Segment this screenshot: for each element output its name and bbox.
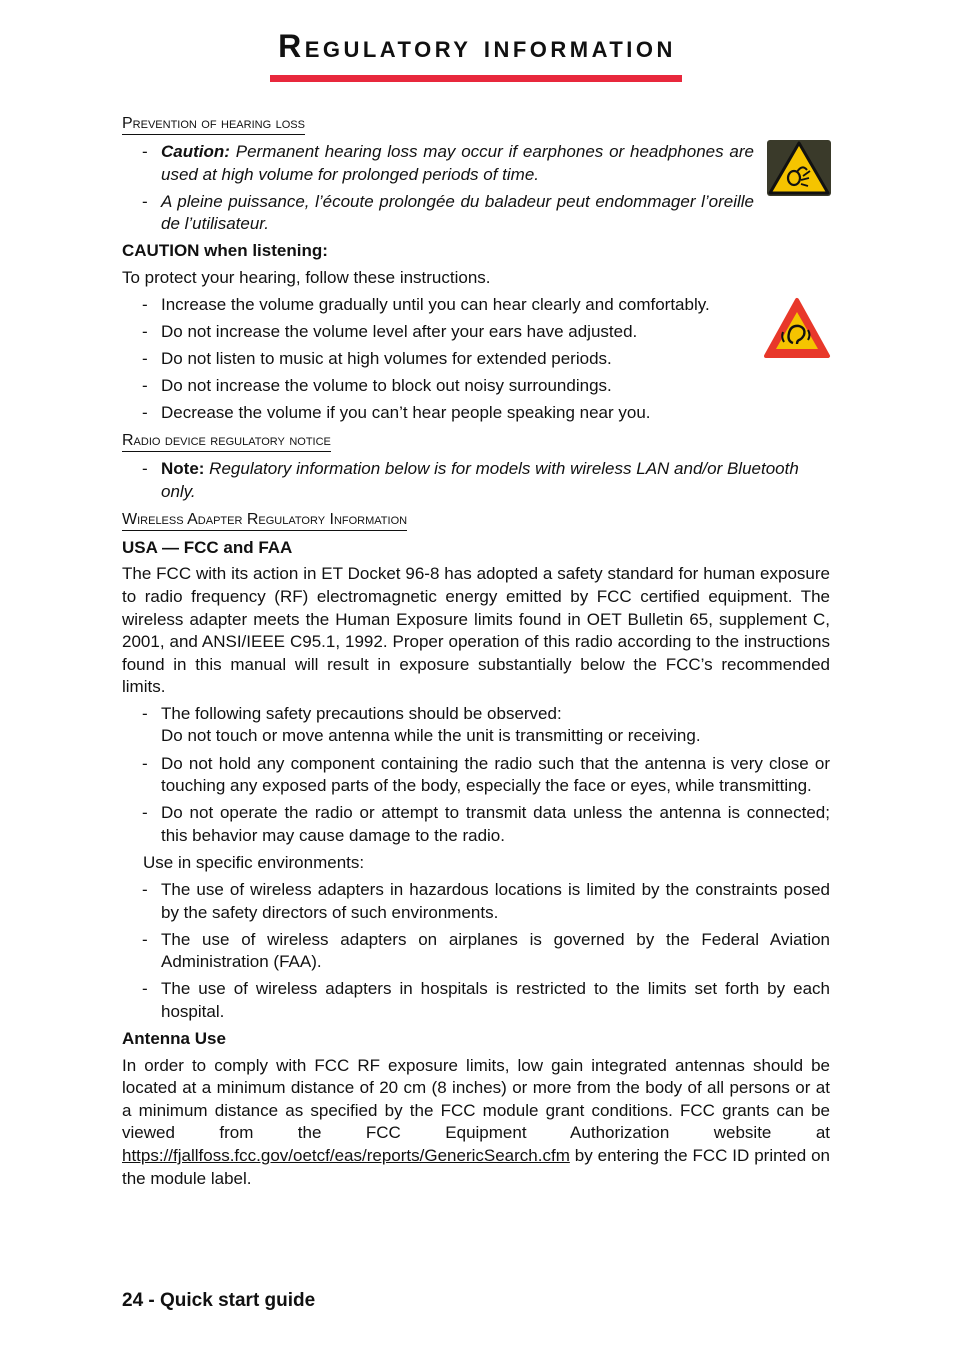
instruction-text: Do not increase the volume level after your ears have adjusted. xyxy=(161,321,638,341)
page-title: Regulatory information xyxy=(278,28,676,64)
french-caution-text: A pleine puissance, l’écoute prolongée du baladeur peut endommager l’oreille de l’utilisateur. xyxy=(161,191,754,234)
document-body xyxy=(122,108,830,1194)
title-underline xyxy=(270,75,682,82)
instruction-text: Do not listen to music at high volumes for extended periods. xyxy=(161,348,612,368)
antenna-paragraph xyxy=(122,1055,830,1191)
instruction-text: Increase the volume gradually until you can hear clearly and comfortably. xyxy=(161,294,710,314)
environment-text: The use of wireless adapters in hospitals is restricted to the limits set forth by each hospital. xyxy=(161,979,830,1021)
list-item: - The following safety precautions should be observed: Do not touch or move antenna while the unit is transmitting or receiving. xyxy=(142,703,701,746)
fcc-search-link[interactable]: https://fjallfoss.fcc.gov/oetcf/eas/reports/GenericSearch.cfm xyxy=(122,1146,570,1166)
list-item: - A pleine puissance, l’écoute prolongée du baladeur peut endommager l’oreille de l’utilisateur. xyxy=(142,191,754,234)
hearing-intro: To protect your hearing, follow these instructions. xyxy=(122,267,491,287)
precaution-line-1: The following safety precautions should be observed: xyxy=(161,703,562,723)
caution-label: Caution: xyxy=(161,142,230,161)
list-item: - Do not listen to music at high volumes for extended periods. xyxy=(142,348,612,368)
environment-text: The use of wireless adapters on airplanes is governed by the Federal Aviation Administration (FAA). xyxy=(161,929,830,972)
hearing-instructions-list xyxy=(122,294,830,425)
hearing-loss-heading: Prevention of hearing loss xyxy=(122,114,305,135)
antenna-use-heading: Antenna Use xyxy=(122,1029,226,1049)
precaution-text: Do not hold any component containing the radio such that the antenna is very close or touching any exposed parts of the body, especially the face or eyes, while transmitting. xyxy=(161,753,830,796)
precaution-text: Do not operate the radio or attempt to transmit data unless the antenna is connected; this behavior may cause damage to the radio. xyxy=(161,803,830,845)
radio-note-list xyxy=(122,458,830,503)
environment-text: The use of wireless adapters in hazardous locations is limited by the constraints posed by the safety directors of such environments. xyxy=(161,880,830,922)
list-item: - Do not increase the volume to block out noisy surroundings. xyxy=(142,375,612,395)
environments-list xyxy=(122,879,830,1024)
page-footer: 24 - Quick start guide xyxy=(122,1290,316,1311)
note-label: Note: xyxy=(161,459,205,479)
list-item: - The use of wireless adapters on airplanes is governed by the Federal Aviation Administration (FAA). xyxy=(142,929,830,972)
usa-fcc-heading: USA — FCC and FAA xyxy=(122,537,293,557)
list-item: - The use of wireless adapters in hospitals is restricted to the limits set forth by each hospital. xyxy=(142,979,830,1021)
hearing-caution-list xyxy=(122,141,754,236)
precaution-line-2: Do not touch or move antenna while the unit is transmitting or receiving. xyxy=(161,726,701,746)
list-item: - Do not hold any component containing the radio such that the antenna is very close or touching any exposed parts of the body, especially the face or eyes, while transmitting. xyxy=(142,753,830,796)
list-item: - Increase the volume gradually until you can hear clearly and comfortably. xyxy=(142,294,710,314)
instruction-text: Decrease the volume if you can’t hear people speaking near you. xyxy=(161,402,651,422)
caution-text: Permanent hearing loss may occur if earphones or headphones are used at high volume for prolonged periods of time. xyxy=(161,142,754,184)
wireless-adapter-heading: Wireless Adapter Regulatory Information xyxy=(122,510,407,531)
antenna-text-before: In order to comply with FCC RF exposure limits, low gain integrated antennas should be located at a minimum distance of 20 cm (8 inches) or more from the body of all persons or at a minimum distance as specified by the FCC module grant conditions. FCC grants can be viewed from the FCC Equipment Authorization website at xyxy=(122,1055,830,1143)
list-item: - Do not operate the radio or attempt to transmit data unless the antenna is connected; this behavior may cause damage to the radio. xyxy=(142,803,830,845)
list-item: - Note: Regulatory information below is for models with wireless LAN and/or Bluetooth only. xyxy=(142,459,799,501)
environments-intro: Use in specific environments: xyxy=(143,852,365,872)
caution-listening-heading: CAUTION when listening: xyxy=(122,241,328,261)
precautions-list xyxy=(122,703,830,848)
list-item: - Do not increase the volume level after your ears have adjusted. xyxy=(142,321,638,341)
note-text: Regulatory information below is for models with wireless LAN and/or Bluetooth only. xyxy=(161,459,799,501)
list-item: - Caution: Permanent hearing loss may occur if earphones or headphones are used at high volume for prolonged periods of time. xyxy=(142,142,754,184)
radio-notice-heading: Radio device regulatory notice xyxy=(122,431,331,452)
antenna-text-after: by entering the FCC ID printed on the module label. xyxy=(122,1146,830,1188)
fcc-paragraph: The FCC with its action in ET Docket 96-8 has adopted a safety standard for human exposure to radio frequency (RF) electromagnetic energy emitted by FCC certified equipment. The wireless adapter meets the Human Exposure limits found in OET Bulletin 65, supplement C, 2001, and ANSI/IEEE C95.1, 1992. Proper operation of this radio according to the instructions found in this manual will result in exposure substantially below the FCC’s recommended limits. xyxy=(122,564,830,697)
list-item: - Decrease the volume if you can’t hear people speaking near you. xyxy=(142,402,651,422)
instruction-text: Do not increase the volume to block out noisy surroundings. xyxy=(161,375,612,395)
list-item: - The use of wireless adapters in hazardous locations is limited by the constraints posed by the safety directors of such environments. xyxy=(142,880,830,922)
